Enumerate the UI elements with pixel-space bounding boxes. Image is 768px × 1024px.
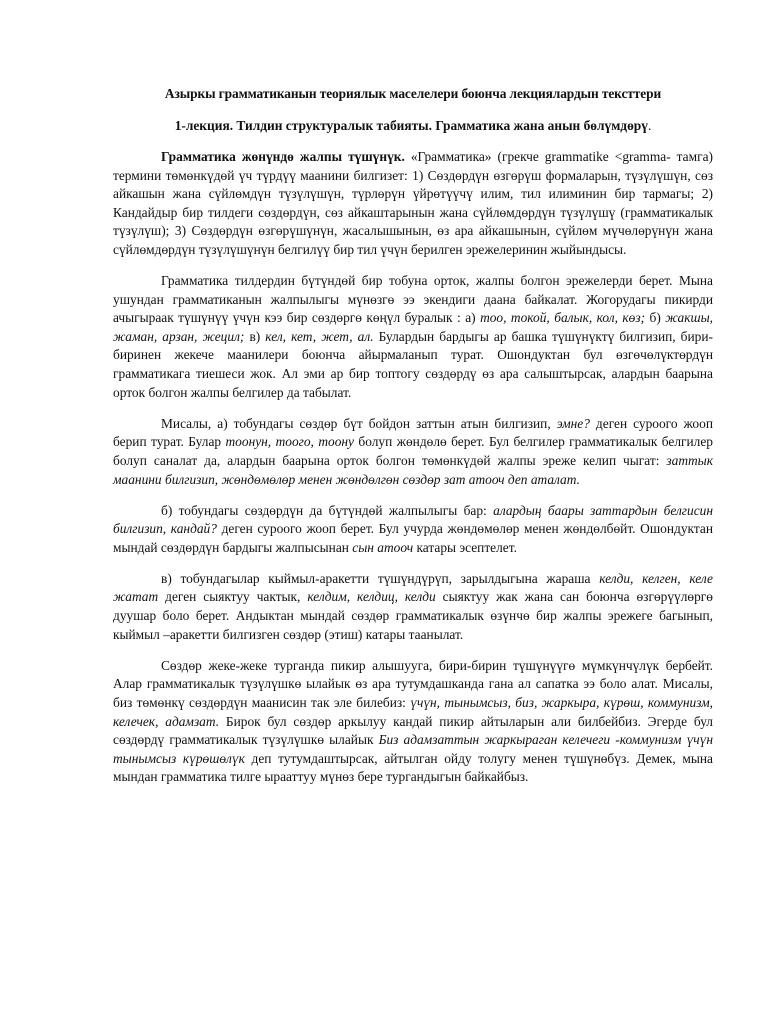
paragraph-6-text-1: Сөздөр жеке-жеке турганда пикир алышууга, бири-бирин түшүнүүгө мүмкүнчүлүк бербейт. Алар грамматикалык түзүлүшкө ылайык өз ара тутумдашканда гана ал сапатка ээ боло алат. Мисалы, биз төмөнкү сөздөрдүн маанисин так эле билебиз: bbox=[113, 657, 713, 710]
paragraph-2-italic-2: жакшы, жаман, арзан, жецил; bbox=[113, 310, 713, 344]
paragraph-3-text-2: деген суроого жооп берип турат. Булар bbox=[113, 415, 713, 450]
paragraph-2-text-3: в) bbox=[244, 328, 266, 344]
paragraph-1 bbox=[113, 148, 713, 260]
paragraph-2-text-1: Грамматика тилдердин бүтүндөй бир тобуна орток, жалпы болгон эрежелерди берет. Мына ушундан грамматиканын жалпылыгы мүнөзгө ээ экендиги даана байкалат. Жогорудагы пикирди ачыгыраак түшүнүү үчүн кээ бир сөздөргө көңүл буралык : а) bbox=[113, 273, 713, 326]
paragraph-2-text-4: Булардын бардыгы ар башка түшүнүктү билгизип, бири-биринен жекече маанилери боюнча айырмаланып турат. Ошондуктан бул өзгөчөлүктөрдүн грамматикага тиешеси жок. Ал эми ар бир топтогу сөздөрдү өз ара салыштырсак, алардын баарына орток болгон жалпы белгилер да табылат. bbox=[113, 328, 713, 400]
paragraph-3-italic-2: тоонун, тоого, тоону bbox=[225, 434, 354, 450]
paragraph-6 bbox=[113, 657, 713, 787]
paragraph-3-text-1: Мисалы, а) тобундагы сөздөр бүт бойдон заттын атын билгизип, bbox=[161, 415, 557, 431]
paragraph-5-italic-1: келди, келген, келе жатат bbox=[113, 570, 713, 605]
paragraph-3-text-3: болуп жөндөлө берет. Бул белгилер грамматикалык белгилер болуп саналат да, алардын баарына орток болгон төмөнкүдөй жалпы эреже келип чыгат: bbox=[113, 434, 713, 468]
paragraph-1-text: «Грамматика» (грекче grammatike <gramma- тамга) термини төмөнкүдөй үч түрдүү маанини билгизет: 1) Сөздөрдүн өзгөрүш формаларын, түзүлүшүн, сөз айкашын жана сүйлөмдүн түзүлүшүн, түрлөрүн үйрөтүүчү илим, тил илиминин бир тармагы; 2) Кандайдыр бир тилдеги сөздөрдүн, сөз айкаштарынын жана сүйлөмдөрдүн түзүлүшү (грамматикалык түзүлүш); 3) Сөздөрдүн өзгөрүшүнүн, жасалышынын, өз ара айкашынын, сүйлөм мүчөлөрүнүн жана сүйлөмдөрдүн түзүлүшүнүн белгилүү бир тил үчүн берилген эрежелеринин жыйындысы. bbox=[113, 149, 713, 257]
paragraph-2-text-2: б) bbox=[645, 310, 666, 326]
paragraph-5-italic-2: келдим, келдиц, келди bbox=[307, 589, 436, 605]
paragraph-6-italic-2: Биз адамзаттын жаркыраган келечеги -коммунизм үчүн тынымсыз күрөшөлүк bbox=[113, 732, 713, 766]
lecture-title-end: . bbox=[647, 118, 652, 133]
paragraph-2-italic-3: кел, кет, жет, ал. bbox=[265, 328, 374, 344]
paragraph-3-italic-3: заттык маанини билгизип, жөндөмөлөр менен жөндөлгөн сөздөр зат атооч деп аталат. bbox=[113, 452, 713, 487]
paragraph-4 bbox=[113, 502, 713, 558]
paragraph-5-text-3: сыяктуу жак жана сан боюнча өзгөрүүлөргө дуушар боло берет. Андыктан мындай сөздөр грамматикалык өзүнчө бир жалпы эрежеге багынып, кыймыл –аракетти билгизген сөздөр (этиш) катары таанылат. bbox=[113, 589, 713, 642]
paragraph-6-italic-1: үчүн, тынымсыз, биз, жаркыра, күрөш, коммунизм, келечек, адамзат. bbox=[113, 694, 713, 729]
paragraph-3 bbox=[113, 415, 713, 489]
paragraph-5-text-1: в) тобундагылар кыймыл-аракетти түшүндүрүп, зарылдыгына жараша bbox=[161, 570, 600, 586]
lecture-title bbox=[113, 116, 713, 136]
document-title: Азыркы грамматиканын теориялык маселелери боюнча лекциялардын тексттери bbox=[164, 86, 662, 101]
paragraph-5-text-2: деген сыяктуу чактык, bbox=[158, 589, 308, 605]
paragraph-1-lead: Грамматика жөнүндө жалпы түшүнүк. bbox=[161, 149, 405, 164]
paragraph-4-text-3: катары эсептелет. bbox=[413, 539, 517, 555]
lecture-title-text: 1-лекция. Тилдин структуралык табияты. Грамматика жана анын бөлүмдөрү bbox=[174, 118, 648, 133]
paragraph-4-italic-1: алардың баары заттардын белгисин билгизип, кандай? bbox=[113, 502, 713, 537]
paragraph-4-text-2: деген суроого жооп берет. Бул учурда жөндөмөлөр менен жөндөлбөйт. Ошондуктан мындай сөздөрдүн бардыгы жалпысынан bbox=[113, 521, 713, 555]
paragraph-2-italic-1: тоо, токой, балык, кол, көз; bbox=[480, 310, 646, 326]
paragraph-3-italic-1: эмне? bbox=[556, 415, 590, 431]
paragraph-6-text-3: деп тутумдаштырсак, айтылган ойду толугу менен түшүнөбүз. Демек, мына мындан грамматика тилге ырааттуу мүнөз бере тургандыгын байкайбыз. bbox=[113, 750, 713, 785]
paragraph-5 bbox=[113, 570, 713, 644]
paragraph-4-italic-2: сын атооч bbox=[352, 539, 414, 555]
paragraph-6-text-2: Бирок бул сөздөр аркылуу кандай пикир айтыларын али билбейбиз. Эгерде бул сөздөрдү грамматикалык түзүлүшкө ылайык bbox=[113, 713, 713, 748]
paragraph-2 bbox=[113, 272, 713, 402]
paragraph-4-text-1: б) тобундагы сөздөрдүн да бүтүндөй жалпылыгы бар: bbox=[161, 502, 494, 518]
